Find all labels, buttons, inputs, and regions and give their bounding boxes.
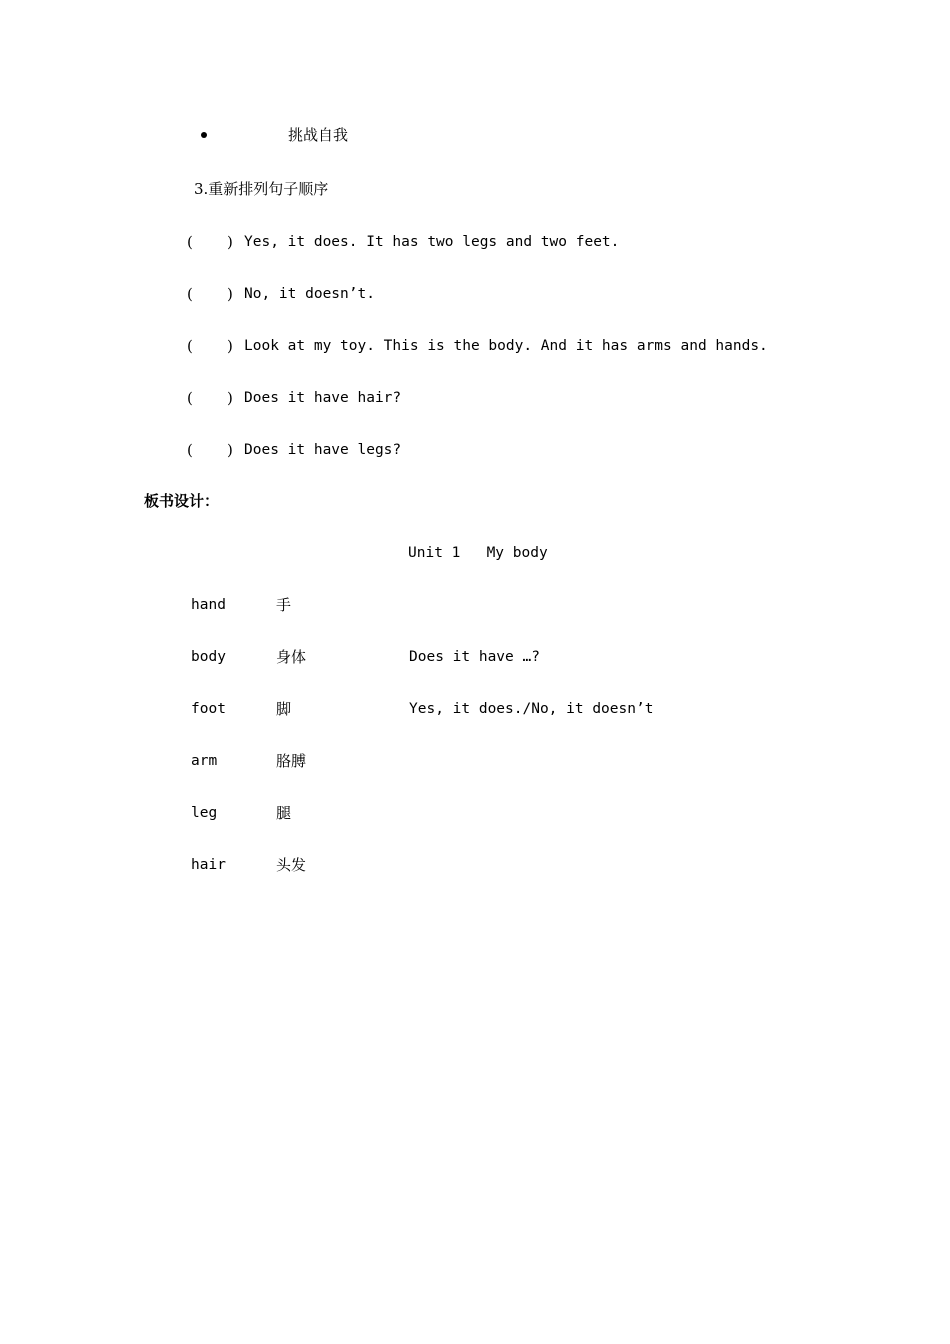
exercise-item: Look at my toy. This is the body. And it has arms and hands. [244,338,768,354]
open-paren: ( [187,233,193,251]
bullet-icon [201,132,207,138]
close-paren: ) [227,337,233,355]
vocab-en: leg [191,805,218,821]
close-paren: ) [227,441,233,459]
vocab-zh: 脚 [276,700,292,718]
vocab-en: hand [191,597,226,613]
open-paren: ( [187,337,193,355]
close-paren: ) [227,285,233,303]
sentence-pattern: Does it have …? [409,649,540,665]
exercise-item: No, it doesn’t. [244,286,375,302]
exercise-item: Does it have hair? [244,390,402,406]
exercise-item: Yes, it does. It has two legs and two feet. [244,234,620,250]
sentence-pattern: Yes, it does./No, it doesn’t [409,701,654,717]
unit-title: Unit 1 My body [408,545,548,561]
close-paren: ) [227,233,233,251]
vocab-en: arm [191,753,218,769]
open-paren: ( [187,285,193,303]
vocab-en: foot [191,701,226,717]
vocab-en: body [191,649,226,665]
bullet-title: 挑战自我 [288,126,349,144]
board-heading: 板书设计： [144,492,220,510]
vocab-en: hair [191,857,226,873]
vocab-zh: 腿 [276,804,292,822]
vocab-zh: 头发 [276,856,307,874]
close-paren: ) [227,389,233,407]
open-paren: ( [187,441,193,459]
open-paren: ( [187,389,193,407]
vocab-zh: 身体 [276,648,307,666]
vocab-zh: 手 [276,596,292,614]
vocab-zh: 胳膊 [276,752,307,770]
exercise-title: 3.重新排列句子顺序 [194,180,329,198]
exercise-item: Does it have legs? [244,442,402,458]
